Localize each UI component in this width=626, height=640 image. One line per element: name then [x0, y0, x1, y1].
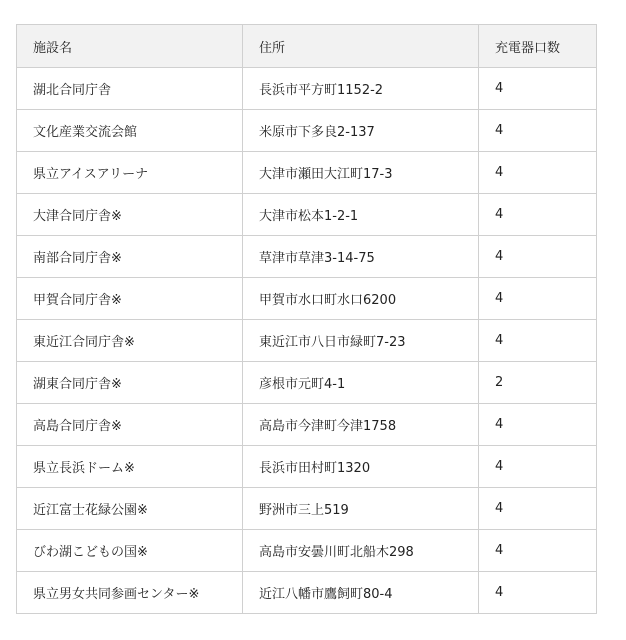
- charging-facilities-table: [16, 24, 597, 614]
- table-row: [17, 152, 597, 194]
- table-row: [17, 404, 597, 446]
- table-row: [17, 446, 597, 488]
- address-cell: 大津市瀬田大江町17-3: [243, 152, 479, 194]
- address-cell: 東近江市八日市緑町7-23: [243, 320, 479, 362]
- table-row: [17, 278, 597, 320]
- table-row: [17, 236, 597, 278]
- address-cell: 高島市今津町今津1758: [243, 404, 479, 446]
- address-cell: 野洲市三上519: [243, 488, 479, 530]
- charger-count-cell: 4: [479, 236, 597, 278]
- facility-name-cell: 高島合同庁舎※: [17, 404, 243, 446]
- facility-name-cell: 湖北合同庁舎: [17, 68, 243, 110]
- charger-count-cell: 4: [479, 68, 597, 110]
- table-body: [17, 68, 597, 614]
- charger-count-cell: 4: [479, 152, 597, 194]
- facility-name-cell: 県立長浜ドーム※: [17, 446, 243, 488]
- header-row: [17, 25, 597, 68]
- charger-count-cell: 4: [479, 110, 597, 152]
- address-cell: 大津市松本1-2-1: [243, 194, 479, 236]
- table-row: [17, 320, 597, 362]
- facility-name-cell: 東近江合同庁舎※: [17, 320, 243, 362]
- facility-name-cell: 県立男女共同参画センター※: [17, 572, 243, 614]
- table-row: [17, 488, 597, 530]
- address-cell: 米原市下多良2-137: [243, 110, 479, 152]
- facility-name-cell: 甲賀合同庁舎※: [17, 278, 243, 320]
- table-row: [17, 572, 597, 614]
- address-cell: 草津市草津3-14-75: [243, 236, 479, 278]
- charger-count-cell: 4: [479, 278, 597, 320]
- charger-count-cell: 4: [479, 404, 597, 446]
- address-cell: 長浜市田村町1320: [243, 446, 479, 488]
- header-address: 住所: [243, 25, 479, 68]
- charger-count-cell: 4: [479, 572, 597, 614]
- facility-name-cell: 文化産業交流会館: [17, 110, 243, 152]
- address-cell: 彦根市元町4-1: [243, 362, 479, 404]
- table-row: [17, 362, 597, 404]
- facility-name-cell: 県立アイスアリーナ: [17, 152, 243, 194]
- address-cell: 近江八幡市鷹飼町80-4: [243, 572, 479, 614]
- facility-name-cell: 大津合同庁舎※: [17, 194, 243, 236]
- facility-name-cell: 近江富士花緑公園※: [17, 488, 243, 530]
- table-row: [17, 530, 597, 572]
- table-row: [17, 194, 597, 236]
- facility-name-cell: びわ湖こどもの国※: [17, 530, 243, 572]
- charger-count-cell: 4: [479, 530, 597, 572]
- facility-name-cell: 湖東合同庁舎※: [17, 362, 243, 404]
- table-header: [17, 25, 597, 68]
- charger-count-cell: 4: [479, 446, 597, 488]
- address-cell: 長浜市平方町1152-2: [243, 68, 479, 110]
- charger-count-cell: 4: [479, 194, 597, 236]
- address-cell: 甲賀市水口町水口6200: [243, 278, 479, 320]
- header-charger-count: 充電器口数: [479, 25, 597, 68]
- table-row: [17, 68, 597, 110]
- charger-count-cell: 2: [479, 362, 597, 404]
- charger-count-cell: 4: [479, 488, 597, 530]
- table-row: [17, 110, 597, 152]
- charging-facilities-table-container: [16, 24, 596, 614]
- header-facility-name: 施設名: [17, 25, 243, 68]
- facility-name-cell: 南部合同庁舎※: [17, 236, 243, 278]
- address-cell: 高島市安曇川町北船木298: [243, 530, 479, 572]
- charger-count-cell: 4: [479, 320, 597, 362]
